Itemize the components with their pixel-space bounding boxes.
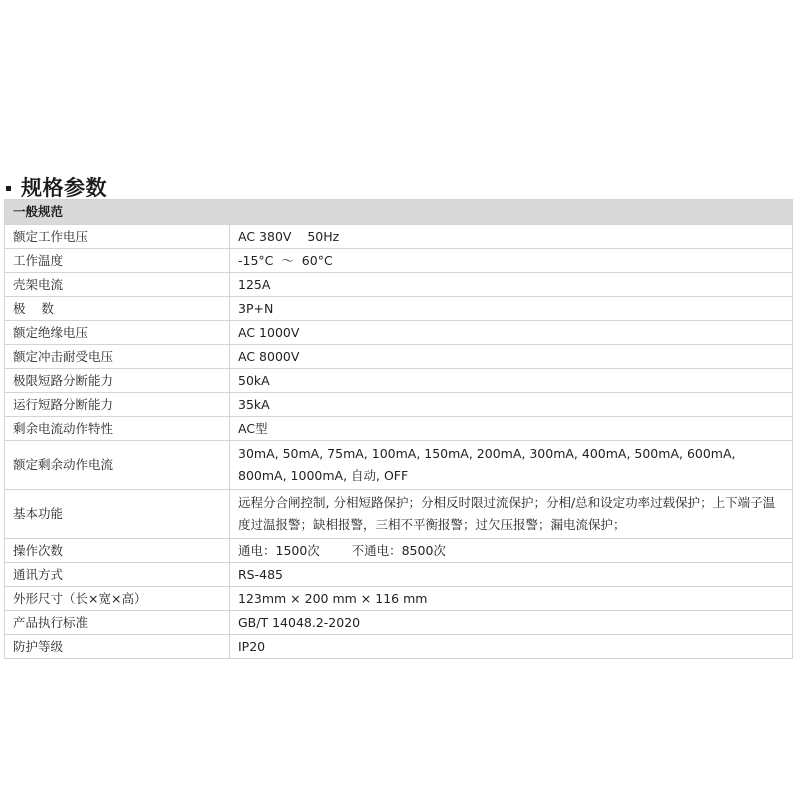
param-name: 防护等级	[5, 635, 230, 659]
table-row	[5, 297, 793, 321]
param-value: IP20	[230, 635, 793, 659]
param-value: 35kA	[230, 393, 793, 417]
param-value: 通电：1500次 不通电：8500次	[230, 539, 793, 563]
table-row	[5, 345, 793, 369]
param-name: 外形尺寸（长×宽×高）	[5, 587, 230, 611]
param-name: 极限短路分断能力	[5, 369, 230, 393]
section-title: 一般规范	[5, 200, 793, 225]
table-row	[5, 321, 793, 345]
page-title-block	[6, 172, 107, 202]
spec-table	[4, 199, 793, 659]
param-value: GB/T 14048.2-2020	[230, 611, 793, 635]
param-value: -15°C ～ 60°C	[230, 249, 793, 273]
param-name: 通讯方式	[5, 563, 230, 587]
table-row	[5, 490, 793, 539]
table-row	[5, 611, 793, 635]
param-name: 额定绝缘电压	[5, 321, 230, 345]
table-row	[5, 441, 793, 490]
param-name: 基本功能	[5, 490, 230, 539]
param-name: 极 数	[5, 297, 230, 321]
table-row	[5, 587, 793, 611]
param-value: 远程分合闸控制, 分相短路保护；分相反时限过流保护；分相/总和设定功率过载保护；上下端子温度过温报警；缺相报警，三相不平衡报警；过欠压报警；漏电流保护；	[230, 490, 793, 539]
param-value: AC 8000V	[230, 345, 793, 369]
param-name: 额定剩余动作电流	[5, 441, 230, 490]
param-value: RS-485	[230, 563, 793, 587]
param-value: AC型	[230, 417, 793, 441]
param-name: 剩余电流动作特性	[5, 417, 230, 441]
param-name: 额定冲击耐受电压	[5, 345, 230, 369]
param-value: 50kA	[230, 369, 793, 393]
table-row	[5, 369, 793, 393]
section-header-row	[5, 200, 793, 225]
table-row	[5, 393, 793, 417]
param-name: 工作温度	[5, 249, 230, 273]
bullet-icon	[6, 186, 11, 191]
param-name: 额定工作电压	[5, 225, 230, 249]
table-row	[5, 249, 793, 273]
table-row	[5, 417, 793, 441]
table-row	[5, 635, 793, 659]
param-name: 壳架电流	[5, 273, 230, 297]
table-row	[5, 273, 793, 297]
param-name: 产品执行标准	[5, 611, 230, 635]
table-row	[5, 563, 793, 587]
table-row	[5, 539, 793, 563]
table-row	[5, 225, 793, 249]
param-value: 123mm × 200 mm × 116 mm	[230, 587, 793, 611]
param-name: 操作次数	[5, 539, 230, 563]
param-value: AC 1000V	[230, 321, 793, 345]
param-value: 125A	[230, 273, 793, 297]
param-value: AC 380V 50Hz	[230, 225, 793, 249]
param-name: 运行短路分断能力	[5, 393, 230, 417]
page-title: 规格参数	[21, 176, 107, 200]
param-value: 3P+N	[230, 297, 793, 321]
param-value: 30mA, 50mA, 75mA, 100mA, 150mA, 200mA, 300mA, 400mA, 500mA, 600mA, 800mA, 1000mA, 自动, OFF	[230, 441, 793, 490]
